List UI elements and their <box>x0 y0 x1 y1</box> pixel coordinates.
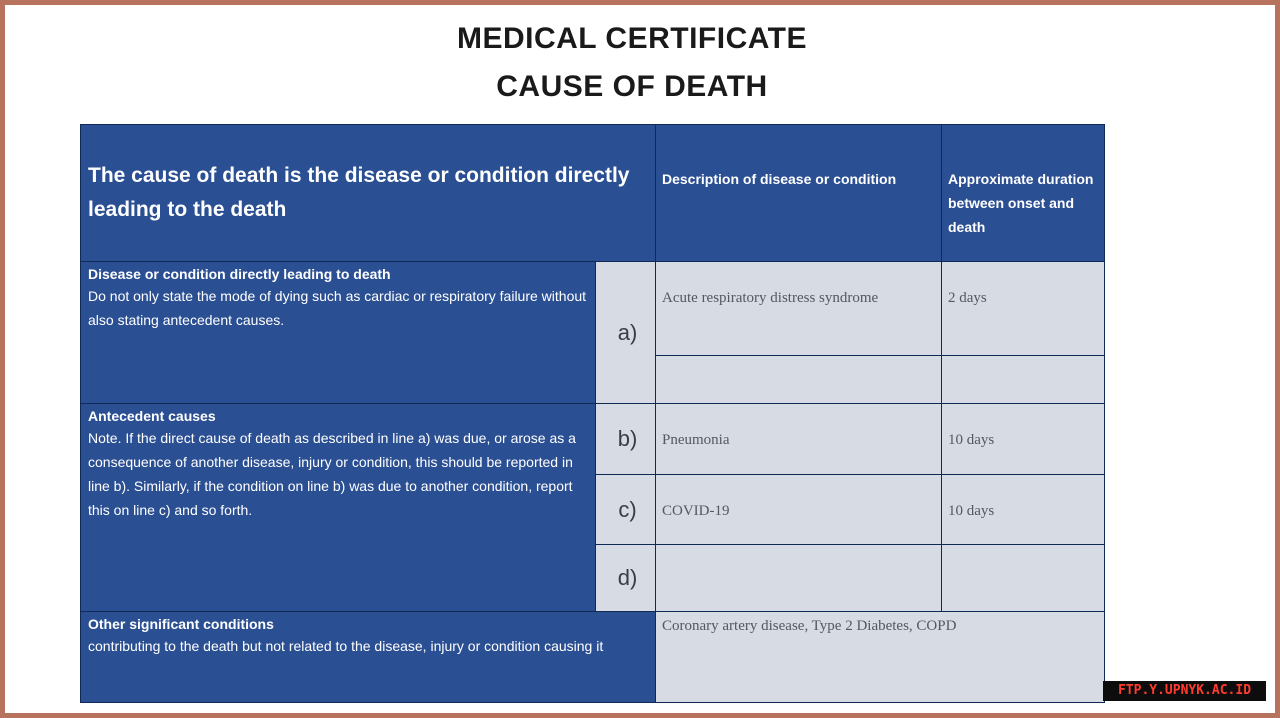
line-d-letter: d) <box>595 544 656 612</box>
line-d-description[interactable] <box>655 544 942 612</box>
line-b-duration[interactable]: 10 days <box>941 403 1105 475</box>
header-description-cell: Description of disease or condition <box>655 124 942 262</box>
other-conditions-value[interactable]: Coronary artery disease, Type 2 Diabetes, COPD <box>655 611 1105 703</box>
header-duration-cell: Approximate duration between onset and death <box>941 124 1105 262</box>
line-a-letter: a) <box>595 261 656 404</box>
line-c-letter: c) <box>595 474 656 545</box>
other-conditions-title: Other significant conditions <box>88 616 274 632</box>
site-watermark: FTP.Y.UPNYK.AC.ID <box>1103 681 1266 701</box>
line-a-duration[interactable]: 2 days <box>941 261 1105 356</box>
line-b-letter: b) <box>595 403 656 475</box>
line-a-duration-extra[interactable] <box>941 355 1105 404</box>
line-c-description[interactable]: COVID-19 <box>655 474 942 545</box>
line-b-description[interactable]: Pneumonia <box>655 403 942 475</box>
other-conditions-instructions: contributing to the death but not related to the disease, injury or condition causing it <box>88 638 604 654</box>
antecedent-causes-note: Note. If the direct cause of death as described in line a) was due, or arose as a consequence of another disease, injury or condition, this should be reported in line b). Similarly, if the condition on line b) was due to another condition, report this on line c) and so forth. <box>88 430 576 518</box>
antecedent-causes-title: Antecedent causes <box>88 408 216 424</box>
direct-cause-title: Disease or condition directly leading to death <box>88 266 391 282</box>
other-conditions-section <box>80 611 656 703</box>
direct-cause-instructions: Do not only state the mode of dying such as cardiac or respiratory failure without also stating antecedent causes. <box>88 288 587 328</box>
line-d-duration[interactable] <box>941 544 1105 612</box>
direct-cause-section <box>80 261 596 404</box>
certificate-subtitle: CAUSE OF DEATH <box>496 70 768 103</box>
line-a-description[interactable]: Acute respiratory distress syndrome <box>655 261 942 356</box>
line-c-duration[interactable]: 10 days <box>941 474 1105 545</box>
antecedent-causes-section <box>80 403 596 612</box>
header-main-cell: The cause of death is the disease or condition directly leading to the death <box>80 124 656 262</box>
certificate-title: MEDICAL CERTIFICATE <box>456 22 808 55</box>
line-a-description-extra[interactable] <box>655 355 942 404</box>
